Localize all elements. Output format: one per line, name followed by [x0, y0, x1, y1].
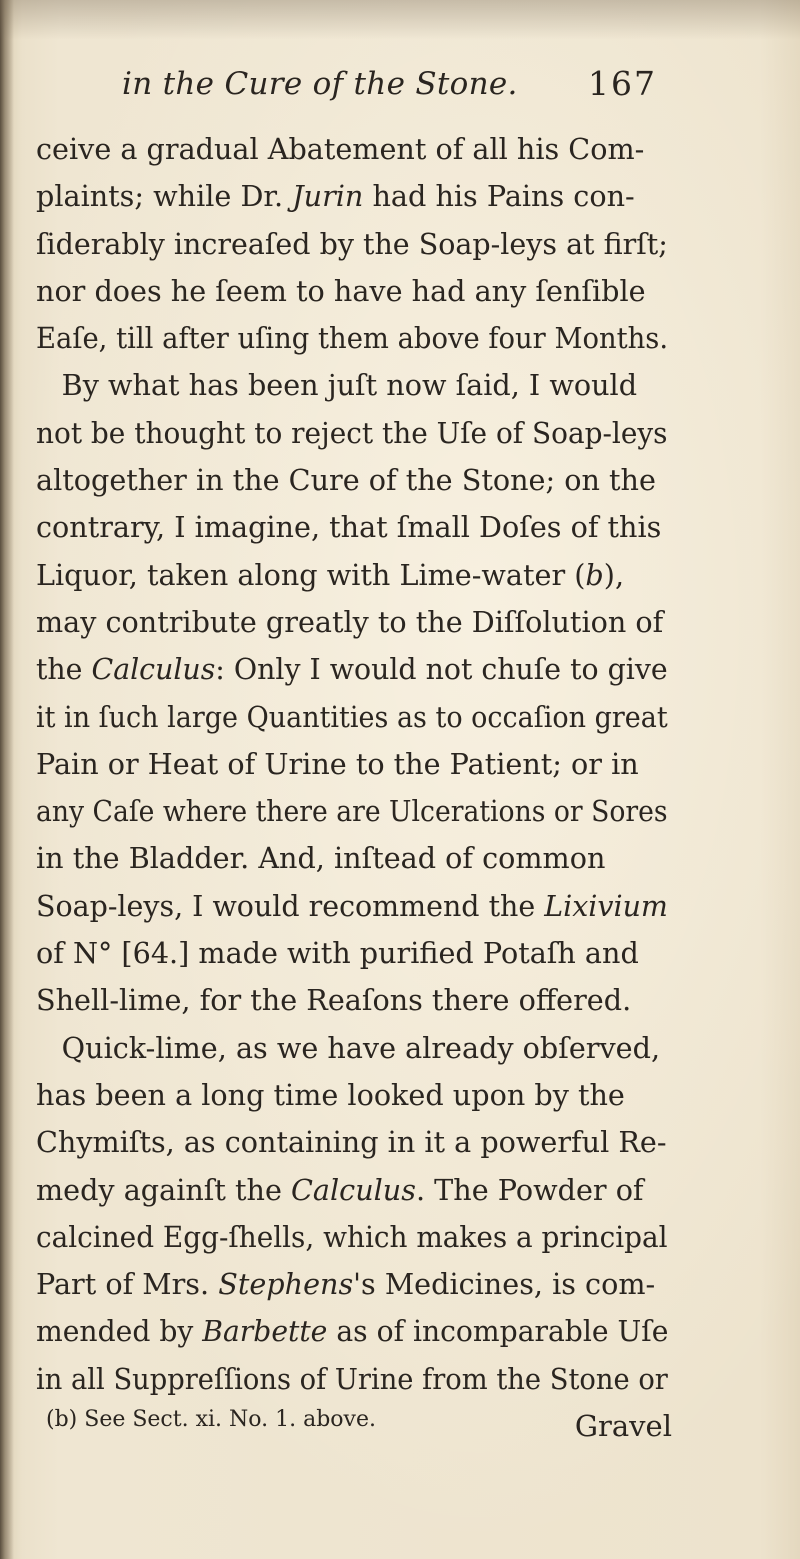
text-run: in all Suppreſſions of Urine from the Stone or: [36, 1361, 668, 1396]
text-line-19: [36, 977, 668, 1024]
running-title: in the Cure of the Stone.: [122, 66, 518, 102]
text-line-13: [36, 694, 668, 741]
text-run: : Only I would not chuſe to give: [215, 652, 668, 687]
text-line-22: [36, 1119, 668, 1166]
text-line-05: [36, 315, 669, 362]
text-run: medy againſt the: [36, 1172, 292, 1207]
text-line-16: [36, 835, 668, 882]
text-line-18: [36, 930, 668, 977]
text-line-20: [36, 1025, 668, 1072]
text-run: Soap-leys, I would recommend the: [36, 888, 545, 923]
text-run: plaints; while Dr.: [36, 179, 293, 214]
text-run: not be thought to reject the Uſe of Soap-leys: [36, 415, 668, 450]
text-run: contrary, I imagine, that ſmall Doſes of this: [36, 510, 662, 545]
text-line-14: [36, 741, 668, 788]
footnote: (b) See Sect. xi. No. 1. above.: [46, 1407, 376, 1432]
italic-text: b: [585, 557, 604, 592]
text-line-24: [36, 1214, 668, 1261]
text-run: Quick-lime, as we have already obſerved,: [61, 1030, 661, 1065]
text-run: in the Bladder. And, inſtead of common: [36, 841, 606, 876]
text-run: any Caſe where there are Ulcerations or Sores: [36, 794, 668, 829]
page-number: 167: [588, 64, 657, 103]
body-text: [36, 126, 676, 1450]
text-line-11: [36, 599, 668, 646]
text-line-26: [36, 1308, 669, 1355]
text-run: Shell-lime, for the Reaſons there offered.: [36, 983, 632, 1018]
text-run: Liquor, taken along with Lime-water (: [36, 557, 586, 592]
text-run: has been a long time looked upon by the: [36, 1077, 625, 1112]
text-line-21: [36, 1072, 668, 1119]
text-run: altogether in the Cure of the Stone; on the: [36, 463, 656, 498]
text-line-03: [36, 221, 668, 268]
text-run: as of incomparable Uſe: [327, 1314, 669, 1349]
text-run: 's Medicines, is com-: [353, 1267, 656, 1302]
text-run: ),: [603, 557, 625, 592]
italic-text: Jurin: [292, 179, 364, 214]
text-run: may contribute greatly to the Diſſolution of: [36, 604, 664, 639]
italic-text: Barbette: [202, 1314, 328, 1349]
spine-shadow: [0, 0, 14, 1559]
text-run: By what has been juſt now ſaid, I would: [61, 368, 638, 403]
text-line-04: [36, 268, 668, 315]
italic-text: Calculus: [291, 1172, 416, 1207]
italic-text: Stephens: [218, 1267, 354, 1302]
text-line-10: [36, 552, 668, 599]
text-line-08: [36, 457, 668, 504]
text-run: nor does he ſeem to have had any ſenſible: [36, 273, 646, 308]
text-line-07: [36, 410, 668, 457]
text-run: . The Powder of: [415, 1172, 644, 1207]
italic-text: Lixivium: [544, 888, 668, 923]
text-run: ſiderably increaſed by the Soap-leys at firſt;: [36, 226, 668, 261]
text-run: it in ſuch large Quantities as to occaſion great: [36, 699, 668, 734]
text-line-27: [36, 1356, 668, 1403]
text-run: Chymiſts, as containing in it a powerful Re-: [36, 1125, 667, 1160]
text-line-23: [36, 1167, 668, 1214]
italic-text: Calculus: [91, 652, 216, 687]
text-line-17: [36, 883, 668, 930]
text-line-01: [36, 126, 668, 173]
text-run: Eaſe, till after uſing them above four Months.: [36, 321, 669, 356]
catchword: Gravel: [574, 1409, 672, 1444]
text-line-02: [36, 173, 668, 220]
top-edge-shadow: [0, 0, 800, 40]
text-line-25: [36, 1261, 668, 1308]
text-line-06: [36, 362, 668, 409]
text-run: ceive a gradual Abatement of all his Com-: [36, 132, 645, 166]
text-run: of N° [64.] made with purified Potaſh and: [36, 936, 639, 971]
text-line-09: [36, 504, 668, 551]
text-run: mended by: [36, 1314, 203, 1349]
text-run: the: [36, 652, 92, 687]
text-run: Pain or Heat of Urine to the Patient; or in: [36, 746, 639, 781]
text-line-15: [36, 788, 668, 835]
text-run: had his Pains con-: [363, 179, 635, 214]
text-line-12: [36, 646, 668, 693]
text-run: calcined Egg-ſhells, which makes a principal: [36, 1219, 668, 1254]
text-run: Part of Mrs.: [36, 1267, 219, 1302]
